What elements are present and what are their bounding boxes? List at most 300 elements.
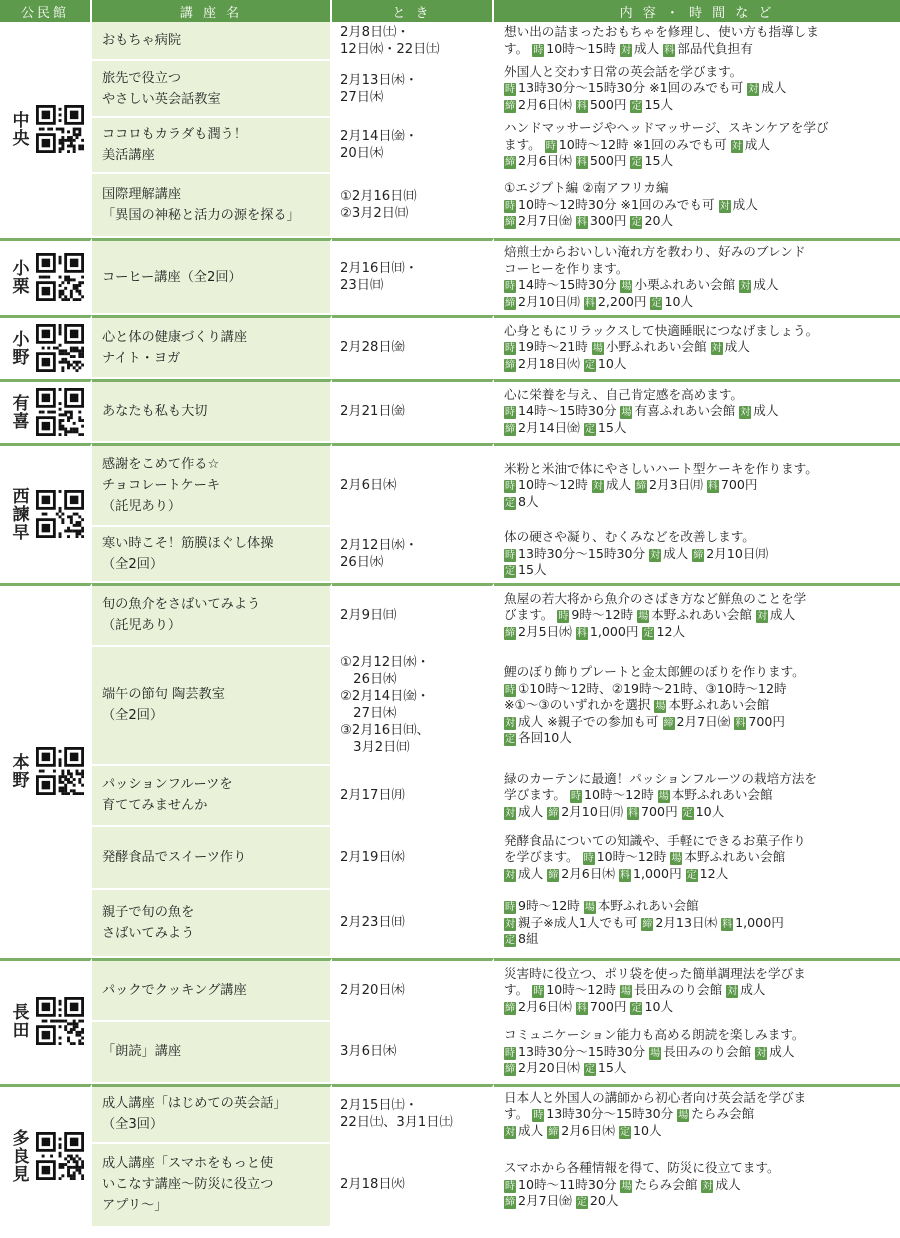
- text-line: さばいてみよう: [102, 925, 195, 941]
- text-line: 締 2月20日㈭ 定 15人: [505, 1060, 627, 1076]
- text-line: 時 14時～15時30分 場 有喜ふれあい会館 対 成人: [505, 403, 779, 419]
- label-badge: 対: [505, 807, 515, 819]
- text-line: 日本人と外国人の講師から初心者向け英会話を学びま: [504, 1089, 807, 1105]
- text-line: 3月2日㈰: [340, 740, 410, 756]
- course-name: [92, 379, 332, 443]
- course-date: [332, 238, 494, 315]
- text-line: す。 時 10時～15時 対 成人 料 部品代負担有: [504, 40, 753, 56]
- text-line: 学びます。 時 10時～12時 場 本野ふれあい会館: [504, 787, 773, 803]
- text-line: 時 10時～12時30分 ※1回のみでも可 対 成人: [505, 196, 758, 212]
- label-badge: 定: [505, 566, 515, 578]
- header-when: と き: [332, 0, 494, 22]
- hall-cell: [0, 958, 92, 1084]
- text-line: 27日㈭: [340, 706, 397, 722]
- label-badge: 時: [505, 1047, 515, 1059]
- table-header: [0, 0, 900, 22]
- course-details: [494, 22, 900, 61]
- hall-name: 長田: [8, 1003, 29, 1040]
- text-line: ①2月12日㈬・: [340, 655, 430, 671]
- course-date: [332, 118, 494, 174]
- hall-cell: [0, 238, 92, 315]
- text-line: 魚屋の若大将から魚介のさばき方など鮮魚のことを学: [504, 590, 807, 606]
- label-badge: 時: [533, 1110, 544, 1122]
- label-badge: 料: [707, 481, 718, 493]
- text-line: 26日㈬: [340, 555, 384, 571]
- course-name: [92, 958, 332, 1022]
- label-badge: 定: [631, 100, 642, 112]
- label-badge: 場: [655, 701, 666, 713]
- text-line: 12日㈬・22日㈯: [340, 41, 440, 57]
- text-line: 時 13時30分～15時30分 ※1回のみでも可 対 成人: [505, 80, 787, 96]
- qr-code-icon[interactable]: [36, 747, 84, 795]
- text-line: 締 2月7日㈮ 定 20人: [505, 1193, 619, 1209]
- text-line: ③2月16日㈰、: [340, 723, 430, 739]
- text-line: パックでクッキング講座: [102, 982, 247, 998]
- text-line: 2月13日㈭・: [340, 72, 418, 88]
- label-badge: 対: [505, 869, 515, 881]
- label-badge: 締: [505, 1002, 515, 1014]
- label-badge: 定: [505, 734, 515, 746]
- text-line: 23日㈰: [340, 278, 384, 294]
- label-badge: 場: [592, 343, 603, 355]
- course-date: [332, 827, 494, 890]
- text-line: 焙煎士からおいしい淹れ方を教わり、好みのブレンド: [504, 244, 806, 259]
- course-details: [494, 827, 900, 890]
- course-name: [92, 647, 332, 766]
- text-line: 2月28日㈮: [340, 340, 405, 356]
- text-line: 2月9日㈰: [340, 607, 397, 623]
- text-line: 国際理解講座: [102, 187, 182, 203]
- label-badge: 締: [505, 217, 515, 229]
- table-row: [0, 827, 900, 890]
- course-name: [92, 583, 332, 647]
- label-badge: 定: [651, 297, 662, 309]
- text-line: す。 時 10時～12時 場 長田みのり会館 対 成人: [504, 982, 766, 998]
- course-date: [332, 890, 494, 958]
- label-badge: 定: [643, 627, 654, 639]
- text-line: 対 成人 締 2月10日㈪ 料 700円 定 10人: [505, 803, 725, 819]
- text-line: 発酵食品についての知識や、手軽にできるお菓子作り: [504, 832, 806, 848]
- course-name: [92, 827, 332, 890]
- text-line: コーヒー講座（全2回）: [102, 269, 242, 285]
- course-details: [494, 890, 900, 958]
- text-line: （全2回）: [102, 557, 164, 573]
- label-badge: 締: [505, 297, 515, 309]
- text-line: 2月19日㈬: [340, 849, 405, 865]
- table-row: [0, 443, 900, 527]
- course-date: [332, 1084, 494, 1144]
- text-line: 時 13時30分～15時30分 場 長田みのり会館 対 成人: [505, 1043, 795, 1059]
- label-badge: 締: [636, 481, 647, 493]
- course-date: [332, 443, 494, 527]
- text-line: （全2回）: [102, 708, 164, 724]
- text-line: 「異国の神秘と活力の源を探る」: [102, 208, 300, 224]
- course-details: [494, 443, 900, 527]
- text-line: 育ててみませんか: [102, 798, 208, 814]
- course-date: [332, 174, 494, 238]
- qr-code-icon[interactable]: [36, 324, 84, 372]
- text-line: 2月23日㈰: [340, 915, 405, 931]
- text-line: 想い出の詰まったおもちゃを修理し、使い方も指導しま: [504, 24, 819, 39]
- text-line: 定 8人: [505, 493, 539, 509]
- text-line: 「朗読」講座: [102, 1044, 182, 1060]
- course-details: [494, 1084, 900, 1144]
- text-line: 米粉と米油で体にやさしいハート型ケーキを作ります。: [504, 460, 818, 476]
- hall-name: 小野: [8, 329, 29, 366]
- text-line: 締 2月14日㈮ 定 15人: [505, 419, 627, 435]
- text-line: ココロもカラダも潤う！: [102, 127, 247, 143]
- table-row: [0, 583, 900, 647]
- text-line: 2月15日㈯・: [340, 1098, 418, 1114]
- label-badge: 定: [631, 1002, 642, 1014]
- label-badge: 締: [505, 1197, 515, 1209]
- table-row: [0, 1144, 900, 1228]
- course-date: [332, 1022, 494, 1084]
- text-line: を学びます。 時 10時～12時 場 本野ふれあい会館: [504, 849, 786, 865]
- table-row: [0, 647, 900, 766]
- text-line: 締 2月7日㈮ 料 300円 定 20人: [505, 213, 674, 229]
- label-badge: 対: [592, 481, 603, 493]
- text-line: 2月20日㈭: [340, 982, 405, 998]
- text-line: パッションフルーツを: [102, 777, 233, 793]
- course-name: [92, 238, 332, 315]
- text-line: あなたも私も大切: [102, 404, 208, 420]
- hall-cell: [0, 315, 92, 379]
- course-name: [92, 1084, 332, 1144]
- hall-cell: [0, 22, 92, 238]
- label-badge: 締: [548, 807, 559, 819]
- text-line: 2月6日㈭: [340, 478, 397, 494]
- label-badge: 対: [727, 986, 738, 998]
- course-name: [92, 22, 332, 61]
- label-badge: 対: [740, 281, 751, 293]
- text-line: （託児あり）: [102, 618, 182, 634]
- label-badge: 定: [505, 935, 515, 947]
- course-details: [494, 61, 900, 118]
- label-badge: 定: [620, 1126, 631, 1138]
- course-name: [92, 1144, 332, 1228]
- label-badge: 場: [621, 407, 632, 419]
- label-badge: 時: [505, 902, 515, 914]
- label-badge: 定: [631, 157, 642, 169]
- course-date: [332, 647, 494, 766]
- text-line: 対 成人 ※親子での参加も可 締 2月7日㈮ 料 700円: [505, 713, 785, 729]
- text-line: 心に栄養を与え、自己肯定感を高めます。: [504, 386, 744, 402]
- text-line: （全3回）: [102, 1117, 164, 1133]
- text-line: 外国人と交わす日常の英会話を学びます。: [504, 63, 743, 79]
- label-badge: 対: [505, 717, 515, 729]
- text-line: 寒い時こそ！筋膜ほぐし体操: [102, 536, 274, 552]
- table-row: [0, 1084, 900, 1144]
- label-badge: 締: [505, 100, 515, 112]
- label-badge: 時: [505, 684, 515, 696]
- hall-cell: [0, 443, 92, 583]
- label-badge: 締: [505, 157, 515, 169]
- text-line: 2月16日㈰・: [340, 261, 418, 277]
- text-line: おもちゃ病院: [102, 33, 182, 49]
- table-row: [0, 61, 900, 118]
- label-badge: 定: [631, 217, 642, 229]
- text-line: ます。 時 10時～12時 ※1回のみでも可 対 成人: [504, 136, 770, 152]
- text-line: 時 10時～12時 対 成人 締 2月3日㈪ 料 700円: [505, 477, 758, 493]
- table-row: [0, 315, 900, 379]
- text-line: コーヒーを作ります。: [504, 260, 629, 276]
- text-line: いこなす講座～防災に役立つ: [102, 1177, 274, 1193]
- course-details: [494, 527, 900, 583]
- hall-cell: [0, 379, 92, 443]
- course-date: [332, 61, 494, 118]
- label-badge: 場: [671, 853, 682, 865]
- text-line: 20日㈭: [340, 146, 384, 162]
- text-line: 発酵食品でスイーツ作り: [102, 849, 247, 865]
- label-badge: 締: [693, 549, 704, 561]
- text-line: ②2月14日㈮・: [340, 689, 430, 705]
- label-badge: 対: [711, 343, 722, 355]
- text-line: アプリ～」: [102, 1198, 168, 1214]
- course-details: [494, 583, 900, 647]
- text-line: 27日㈭: [340, 89, 384, 105]
- table-row: [0, 527, 900, 583]
- table-body: [0, 22, 900, 1228]
- text-line: 対 成人 締 2月6日㈭ 料 1,000円 定 12人: [505, 865, 729, 881]
- course-date: [332, 379, 494, 443]
- header-course: 講 座 名: [92, 0, 332, 22]
- label-badge: 場: [621, 1180, 632, 1192]
- label-badge: 料: [576, 627, 587, 639]
- label-badge: 料: [664, 44, 675, 56]
- table-row: [0, 174, 900, 238]
- label-badge: 対: [505, 1126, 515, 1138]
- text-line: 締 2月6日㈭ 料 500円 定 15人: [505, 96, 674, 112]
- text-line: 定 8組: [505, 931, 539, 947]
- label-badge: 対: [719, 200, 730, 212]
- table-row: [0, 118, 900, 174]
- label-badge: 定: [682, 807, 693, 819]
- hall-name: 多良見: [8, 1129, 29, 1184]
- course-name: [92, 61, 332, 118]
- label-badge: 場: [650, 1047, 661, 1059]
- text-line: 2月12日㈬・: [340, 538, 418, 554]
- label-badge: 対: [756, 1047, 767, 1059]
- course-name: [92, 1022, 332, 1084]
- text-line: 定 15人: [505, 562, 547, 578]
- text-line: ①エジプト編 ②南アフリカ編: [504, 180, 669, 196]
- label-badge: 料: [735, 717, 746, 729]
- label-badge: 時: [505, 407, 515, 419]
- text-line: 時 13時30分～15時30分 対 成人 締 2月10日㈪: [505, 545, 769, 561]
- text-line: （託児あり）: [102, 499, 182, 515]
- label-badge: 時: [583, 853, 594, 865]
- label-badge: 締: [548, 869, 559, 881]
- text-line: 締 2月10日㈪ 料 2,200円 定 10人: [505, 293, 694, 309]
- course-name: [92, 766, 332, 827]
- text-line: 2月18日㈫: [340, 1177, 405, 1193]
- text-line: ②3月2日㈰: [340, 206, 409, 222]
- text-line: 対 成人 締 2月6日㈭ 定 10人: [505, 1122, 662, 1138]
- text-line: 締 2月18日㈫ 定 10人: [505, 355, 627, 371]
- table-row: [0, 379, 900, 443]
- label-badge: 締: [642, 918, 653, 930]
- hall-name: 中央: [8, 111, 29, 148]
- text-line: 時 ①10時～12時、②19時～21時、③10時～12時: [505, 680, 787, 696]
- course-name: [92, 315, 332, 379]
- qr-code-icon[interactable]: [36, 388, 84, 436]
- text-line: 緑のカーテンに最適！パッションフルーツの栽培方法を: [504, 770, 817, 786]
- course-name: [92, 174, 332, 238]
- label-badge: 締: [505, 627, 515, 639]
- text-line: 旬の魚介をさばいてみよう: [102, 597, 261, 613]
- course-details: [494, 238, 900, 315]
- text-line: 26日㈬: [340, 672, 397, 688]
- label-badge: 定: [584, 359, 595, 371]
- text-line: 美活講座: [102, 148, 155, 164]
- label-badge: 定: [584, 423, 595, 435]
- table-row: [0, 958, 900, 1022]
- text-line: 成人講座「スマホをもっと使: [102, 1156, 274, 1172]
- text-line: 3月6日㈭: [340, 1044, 397, 1060]
- label-badge: 時: [505, 343, 515, 355]
- course-details: [494, 1144, 900, 1228]
- label-badge: 時: [533, 986, 544, 998]
- hall-name: 本野: [8, 752, 29, 789]
- label-badge: 場: [621, 986, 632, 998]
- text-line: スマホから各種情報を得て、防災に役立てます。: [504, 1160, 780, 1176]
- course-details: [494, 647, 900, 766]
- text-line: 締 2月6日㈭ 料 700円 定 10人: [505, 998, 674, 1014]
- course-date: [332, 527, 494, 583]
- label-badge: 時: [505, 549, 515, 561]
- text-line: 時 14時～15時30分 場 小栗ふれあい会館 対 成人: [505, 277, 779, 293]
- label-badge: 場: [638, 611, 649, 623]
- label-badge: 場: [621, 281, 632, 293]
- label-badge: 対: [702, 1180, 713, 1192]
- course-details: [494, 1022, 900, 1084]
- text-line: 2月21日㈮: [340, 404, 405, 420]
- label-badge: 定: [584, 1064, 595, 1076]
- label-badge: 料: [584, 297, 595, 309]
- text-line: やさしい英会話教室: [102, 91, 221, 107]
- text-line: 定 各回10人: [505, 730, 572, 746]
- label-badge: 締: [505, 1064, 515, 1076]
- label-badge: 締: [663, 717, 674, 729]
- text-line: 心身ともにリラックスして快適睡眠につなげましょう。: [504, 322, 819, 338]
- label-badge: 時: [505, 200, 515, 212]
- course-date: [332, 583, 494, 647]
- label-badge: 料: [576, 157, 587, 169]
- text-line: 心と体の健康づくり講座: [102, 329, 248, 345]
- course-details: [494, 766, 900, 827]
- label-badge: 定: [686, 869, 697, 881]
- label-badge: 締: [548, 1126, 559, 1138]
- label-badge: 対: [650, 549, 661, 561]
- label-badge: 時: [533, 44, 544, 56]
- course-name: [92, 527, 332, 583]
- course-details: [494, 174, 900, 238]
- label-badge: 料: [576, 217, 587, 229]
- hall-cell: [0, 1084, 92, 1228]
- label-badge: 場: [678, 1110, 689, 1122]
- text-line: 22日㈯、3月1日㈯: [340, 1115, 453, 1131]
- text-line: 2月8日㈯・: [340, 24, 410, 40]
- label-badge: 料: [722, 918, 733, 930]
- text-line: 成人講座「はじめての英会話」: [102, 1096, 287, 1112]
- table-row: [0, 766, 900, 827]
- text-line: ナイト・ヨガ: [102, 350, 181, 366]
- qr-code-icon[interactable]: [36, 490, 84, 538]
- table-row: [0, 1022, 900, 1084]
- text-line: ※①～③のいずれかを選択 場 本野ふれあい会館: [504, 697, 770, 713]
- label-badge: 時: [505, 281, 515, 293]
- course-date: [332, 766, 494, 827]
- course-name: [92, 118, 332, 174]
- course-date: [332, 315, 494, 379]
- table-row: [0, 890, 900, 958]
- text-line: 端午の節句 陶芸教室: [102, 687, 225, 703]
- label-badge: 時: [505, 481, 515, 493]
- text-line: ハンドマッサージやヘッドマッサージ、スキンケアを学び: [504, 120, 829, 136]
- label-badge: 定: [505, 497, 515, 509]
- text-line: す。 時 13時30分～15時30分 場 たらみ会館: [504, 1106, 755, 1122]
- course-details: [494, 315, 900, 379]
- table-row: [0, 22, 900, 61]
- text-line: 旅先で役立つ: [102, 70, 182, 86]
- text-line: びます。 時 9時～12時 場 本野ふれあい会館 対 成人: [504, 607, 796, 623]
- qr-code-icon[interactable]: [36, 253, 84, 301]
- label-badge: 料: [576, 100, 587, 112]
- label-badge: 対: [756, 611, 767, 623]
- text-line: 締 2月6日㈭ 料 500円 定 15人: [505, 153, 674, 169]
- header-hall: 公民館: [0, 0, 92, 22]
- text-line: 締 2月5日㈬ 料 1,000円 定 12人: [505, 623, 686, 639]
- qr-code-icon[interactable]: [36, 1132, 84, 1180]
- text-line: 体の硬さや凝り、むくみなどを改善します。: [504, 529, 755, 545]
- course-name: [92, 890, 332, 958]
- qr-code-icon[interactable]: [36, 105, 84, 153]
- label-badge: 時: [505, 84, 515, 96]
- text-line: コミュニケーション能力も高める朗読を楽しみます。: [504, 1027, 805, 1043]
- label-badge: 料: [576, 1002, 587, 1014]
- label-badge: 対: [621, 44, 632, 56]
- text-line: 鯉のぼり飾りプレートと金太郎鯉のぼりを作ります。: [504, 663, 805, 679]
- label-badge: 時: [505, 1180, 515, 1192]
- label-badge: 対: [731, 140, 742, 152]
- text-line: 2月17日㈪: [340, 787, 405, 803]
- text-line: 時 19時～21時 場 小野ふれあい会館 対 成人: [505, 339, 750, 355]
- text-line: 時 10時～11時30分 場 たらみ会館 対 成人: [505, 1176, 741, 1192]
- table-row: [0, 238, 900, 315]
- text-line: 時 9時～12時 場 本野ふれあい会館: [505, 898, 699, 914]
- label-badge: 対: [748, 84, 759, 96]
- hall-name: 有喜: [8, 393, 29, 430]
- hall-cell: [0, 583, 92, 958]
- label-badge: 場: [584, 902, 595, 914]
- course-date: [332, 1144, 494, 1228]
- label-badge: 定: [576, 1197, 587, 1209]
- label-badge: 締: [505, 423, 515, 435]
- label-badge: 場: [658, 791, 669, 803]
- label-badge: 時: [545, 140, 556, 152]
- text-line: チョコレートケーキ: [102, 478, 221, 494]
- course-details: [494, 379, 900, 443]
- text-line: ①2月16日㈰: [340, 189, 417, 205]
- label-badge: 時: [570, 791, 581, 803]
- label-badge: 料: [628, 807, 639, 819]
- qr-code-icon[interactable]: [36, 997, 84, 1045]
- course-date: [332, 958, 494, 1022]
- text-line: 災害時に役立つ、ポリ袋を使った簡単調理法を学びま: [504, 965, 806, 981]
- text-line: 親子で旬の魚を: [102, 904, 195, 920]
- label-badge: 対: [505, 918, 515, 930]
